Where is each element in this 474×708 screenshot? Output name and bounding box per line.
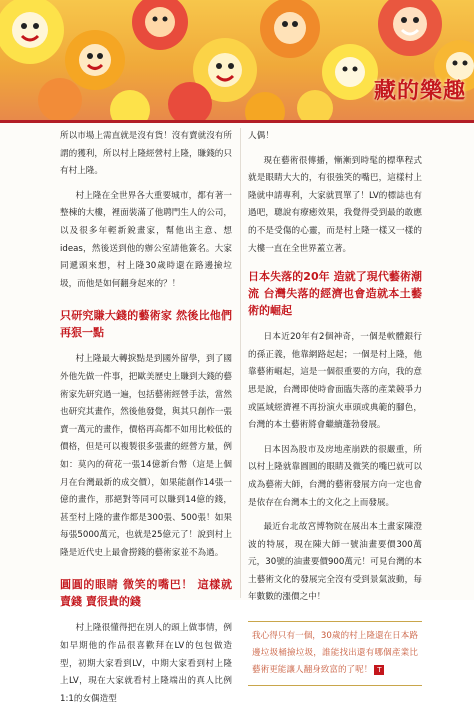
subheading: 只研究賺大錢的藝術家 然後比他們再狠一點: [60, 309, 232, 340]
header-divider: [0, 120, 474, 123]
left-column: [60, 128, 232, 708]
body-paragraph: 日本近20年有2個神奇，一個是軟體銀行的孫正義，他靠網路起起；一個是村上隆，他靠藝術崛起，這是一個很重要的方向，我的意思是說，台灣即使時會面臨失落的產業競爭力或區域經濟裡不再扮演火車頭或典範的腳色，台灣的本土藝術將會繼續蓬勃發展。: [248, 332, 422, 431]
column-divider: [240, 128, 241, 598]
body-paragraph: 村上隆在全世界各大重要城市，都有著一整棟的大樓，裡面裝滿了他聘門生人的公司，以及很多年輕新銳畫家，幫他出主意、想ideas，然後送到他的辦公室請他簽名。大家同遞頭來想，村上隆30歲時還在路邊撿垃圾，而他是如何翻身起來的？！: [60, 190, 232, 289]
subheading: 圓圓的眼睛 微笑的嘴巴！ 這樣就賣錢 賣很貴的錢: [60, 578, 232, 609]
body-paragraph: 所以市場上需直就是沒有貨！沒有賣就沒有所謂的獲利，所以村上隆經營村上隆，賺錢的只有村上隆。: [60, 131, 232, 177]
flower-banner: [0, 0, 474, 120]
body-paragraph: 人偶！: [248, 131, 274, 141]
subheading: 日本失落的20年 造就了現代藝術潮流 台灣失落的經濟也會造就本土藝術的崛起: [248, 270, 422, 318]
end-mark-icon: T: [374, 665, 384, 675]
right-column: [248, 128, 422, 686]
quote-text: 我心得只有一個，30歲的村上隆還在日本路邊垃圾桶撿垃圾，誰能找出還有哪個產業比藝術更能讓人翻身致富的了呢！: [252, 631, 418, 676]
closing-quote: [248, 621, 422, 686]
body-paragraph: 日本因為股市及房地產崩跌的很嚴重，所以村上隆就靠圓圓的眼睛及微笑的嘴巴就可以成為藝術大師，台灣的藝術發展方向一定也會是依存在台灣本土的文化之上而發展。: [248, 444, 422, 508]
body-paragraph: 村上隆最大轉捩點是到國外留學，到了國外他先做一件事，把歐美歷史上賺到大錢的藝術家先研究過一遍，包括藝術經營手法，當然也研究其畫作，然後他發覺，與其只創作一張賣一萬元的畫作，價格再高都不如用比較低的價格，但是可以複製很多張畫的經營方量，例如：莫內的荷花一張14億新台幣（這是上個月在台灣最新的成交價），如果能創作14張一億的畫作，那絕對等同可以賺到14億的錢，甚至村上隆的畫作都是300張、500張！如果每張5000萬元，也就是25億元了！說到村上隆是近代史上最會撈錢的藝術家並不為過。: [60, 354, 232, 558]
section-title: 藏的樂趣: [373, 78, 466, 104]
body-paragraph: 最近台北故宮博物院在展出本土畫家陳澄波的特展，現在陳大師一號油畫要價300萬元，30號的油畫要價900萬元！可見台灣的本土藝術文化的發展完全沒有受到景氣波動，每年數數的漲價之中！: [248, 522, 422, 603]
body-paragraph: 現在藝術很傳播，慚漸到時髦的標準程式就是眼睛大大的，有很強笑的嘴巴，這樣村上隆就申請專利，大家就買單了！LV的標誌也有過吧，聰說有療癒效果，我覺得受到最的敢應的不是受傷的心靈，而是村上隆一樣又一樣的大樓一直在全世界蓋立著。: [248, 155, 422, 254]
body-paragraph: 村上隆很懂得把在別人的頭上做事情，例如早期他的作品很喜歡拜在LV的包包做造型，初期大家看到LV，中期大家看到村上隆上LV，現在大家就看村上隆端出的真人比例1:1的女偶造型: [60, 623, 232, 704]
